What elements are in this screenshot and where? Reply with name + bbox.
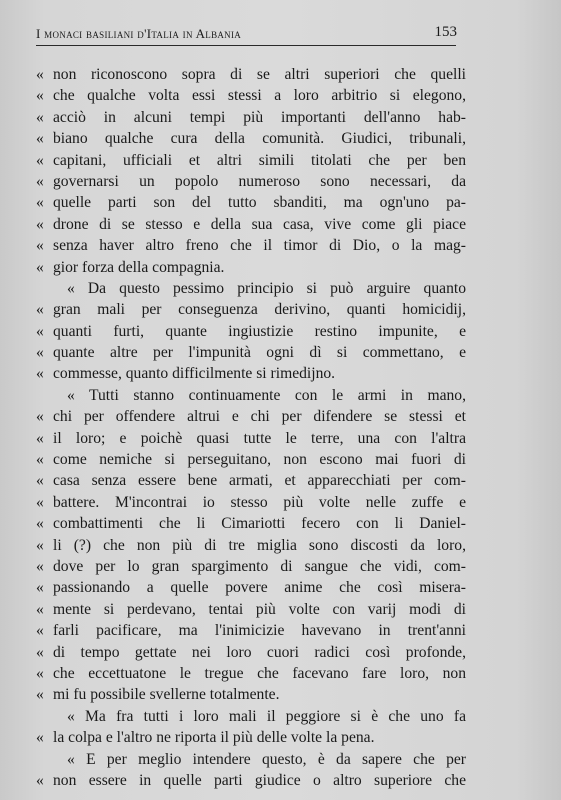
line-text: mi fu possibile svellerne totalmente. <box>53 686 280 704</box>
line-text: farli pacificare, ma l'inimicizie havevano in trent'anni <box>53 622 466 640</box>
text-line <box>36 428 466 449</box>
line-text: passionando a quelle povere anime che così misera- <box>53 579 466 597</box>
line-text: il loro; e poichè quasi tutte le terre, una con l'altra <box>53 429 466 447</box>
text-line <box>36 107 466 128</box>
quote-mark: « <box>36 344 44 362</box>
text-line <box>36 342 466 363</box>
line-text: battere. M'incontrai io stesso più volte nelle zuffe e <box>53 493 466 511</box>
line-text: gior forza della compagnia. <box>53 258 225 276</box>
text-line <box>36 749 466 770</box>
quote-mark: « <box>36 365 44 383</box>
quote-mark: « <box>36 579 44 597</box>
line-text: senza haver altro freno che il timor di Dio, o la mag- <box>53 237 466 255</box>
line-text: « Tutti stanno continuamente con le armi in mano, <box>67 386 466 404</box>
line-text: chi per offendere altrui e chi per difendere se stessi et <box>53 408 466 426</box>
line-text: dove per lo gran spargimento di sangue che vidi, com- <box>53 557 466 575</box>
page-number: 153 <box>434 24 457 40</box>
text-line <box>36 85 466 106</box>
line-text: mente si perdevano, tentai più volte con varij modi di <box>53 600 466 618</box>
quote-mark: « <box>36 258 44 276</box>
text-line <box>36 642 466 663</box>
text-line <box>36 257 466 278</box>
quote-mark: « <box>36 408 44 426</box>
quote-mark: « <box>36 472 44 490</box>
text-line <box>36 535 466 556</box>
text-line <box>36 513 466 534</box>
quote-mark: « <box>36 643 44 661</box>
text-line <box>36 171 466 192</box>
quote-mark: « <box>36 429 44 447</box>
text-line <box>36 192 466 213</box>
text-line <box>36 214 466 235</box>
line-text: la colpa e l'altro ne riporta il più delle volte la pena. <box>53 729 375 747</box>
quote-mark: « <box>36 215 44 233</box>
quote-mark: « <box>36 322 44 340</box>
text-line <box>36 235 466 256</box>
text-line <box>36 663 466 684</box>
line-text: non essere in quelle parti giudice o altro superiore che <box>53 771 466 789</box>
quote-mark: « <box>36 771 44 789</box>
line-text: commesse, quanto difficilmente si rimedijno. <box>53 365 336 383</box>
quote-mark: « <box>36 622 44 640</box>
line-text: combattimenti che li Cimariotti fecero con li Daniel- <box>53 515 466 533</box>
quote-mark: « <box>36 686 44 704</box>
line-text: casa senza essere bene armati, et apparecchiati per com- <box>53 472 466 490</box>
quote-mark: « <box>36 87 44 105</box>
text-line <box>36 684 466 705</box>
quote-mark: « <box>36 664 44 682</box>
quote-mark: « <box>36 151 44 169</box>
text-body <box>36 64 466 791</box>
line-text: « E per meglio intendere questo, è da sapere che per <box>67 750 466 768</box>
text-line <box>36 449 466 470</box>
quote-mark: « <box>36 301 44 319</box>
quote-mark: « <box>36 600 44 618</box>
line-text: gran mali per conseguenza derivino, quanti homicidij, <box>53 301 466 319</box>
line-text: acciò in alcuni tempi più importanti dell'anno hab- <box>53 108 466 126</box>
text-line <box>36 299 466 320</box>
line-text: « Da questo pessimo principio si può arguire quanto <box>67 279 466 297</box>
text-line <box>36 577 466 598</box>
text-line <box>36 770 466 791</box>
line-text: li (?) che non più di tre miglia sono discosti da loro, <box>53 536 466 554</box>
line-text: capitani, ufficiali et altri simili titolati che per ben <box>53 151 466 169</box>
quote-mark: « <box>36 729 44 747</box>
header-rule <box>36 45 456 46</box>
quote-mark: « <box>36 451 44 469</box>
line-text: governarsi un popolo numeroso sono necessari, da <box>53 172 466 190</box>
text-line <box>36 599 466 620</box>
line-text: come nemiche si perseguitano, non escono mai fuori di <box>53 451 466 469</box>
line-text: quante altre per l'impunità ogni dì si commettano, e <box>53 344 466 362</box>
quote-mark: « <box>36 536 44 554</box>
line-text: drone di se stesso e della sua casa, vive come gli piace <box>53 215 466 233</box>
text-line <box>36 727 466 748</box>
line-text: che qualche volta essi stessi a loro arbitrio si elegono, <box>53 87 466 105</box>
text-line <box>36 556 466 577</box>
line-text: biano qualche cura della comunità. Giudici, tribunali, <box>53 130 466 148</box>
text-line <box>36 706 466 727</box>
line-text: « Ma fra tutti i loro mali il peggiore si è che uno fa <box>67 707 466 725</box>
quote-mark: « <box>36 66 44 83</box>
text-line <box>36 363 466 384</box>
text-line <box>36 385 466 406</box>
quote-mark: « <box>36 237 44 255</box>
line-text: di tempo gettate nei loro cuori radici così profonde, <box>53 643 466 661</box>
text-line <box>36 128 466 149</box>
quote-mark: « <box>36 493 44 511</box>
line-text: non riconoscono sopra di se altri superiori che quelli <box>53 66 466 83</box>
text-line <box>36 492 466 513</box>
line-text: che eccettuatone le tregue che facevano fare loro, non <box>53 664 466 682</box>
text-line <box>36 406 466 427</box>
quote-mark: « <box>36 515 44 533</box>
text-line <box>36 470 466 491</box>
text-line <box>36 150 466 171</box>
running-header: I monaci basiliani d'Italia in Albania <box>36 26 242 41</box>
line-text: quanti furti, quante ingiustizie restino impunite, e <box>53 322 466 340</box>
quote-mark: « <box>36 130 44 148</box>
quote-mark: « <box>36 172 44 190</box>
text-line <box>36 321 466 342</box>
text-line <box>36 64 466 85</box>
text-line <box>36 620 466 641</box>
quote-mark: « <box>36 194 44 212</box>
quote-mark: « <box>36 557 44 575</box>
quote-mark: « <box>36 108 44 126</box>
text-line <box>36 278 466 299</box>
line-text: quelle parti son del tutto sbanditi, ma ogn'uno pa- <box>53 194 466 212</box>
